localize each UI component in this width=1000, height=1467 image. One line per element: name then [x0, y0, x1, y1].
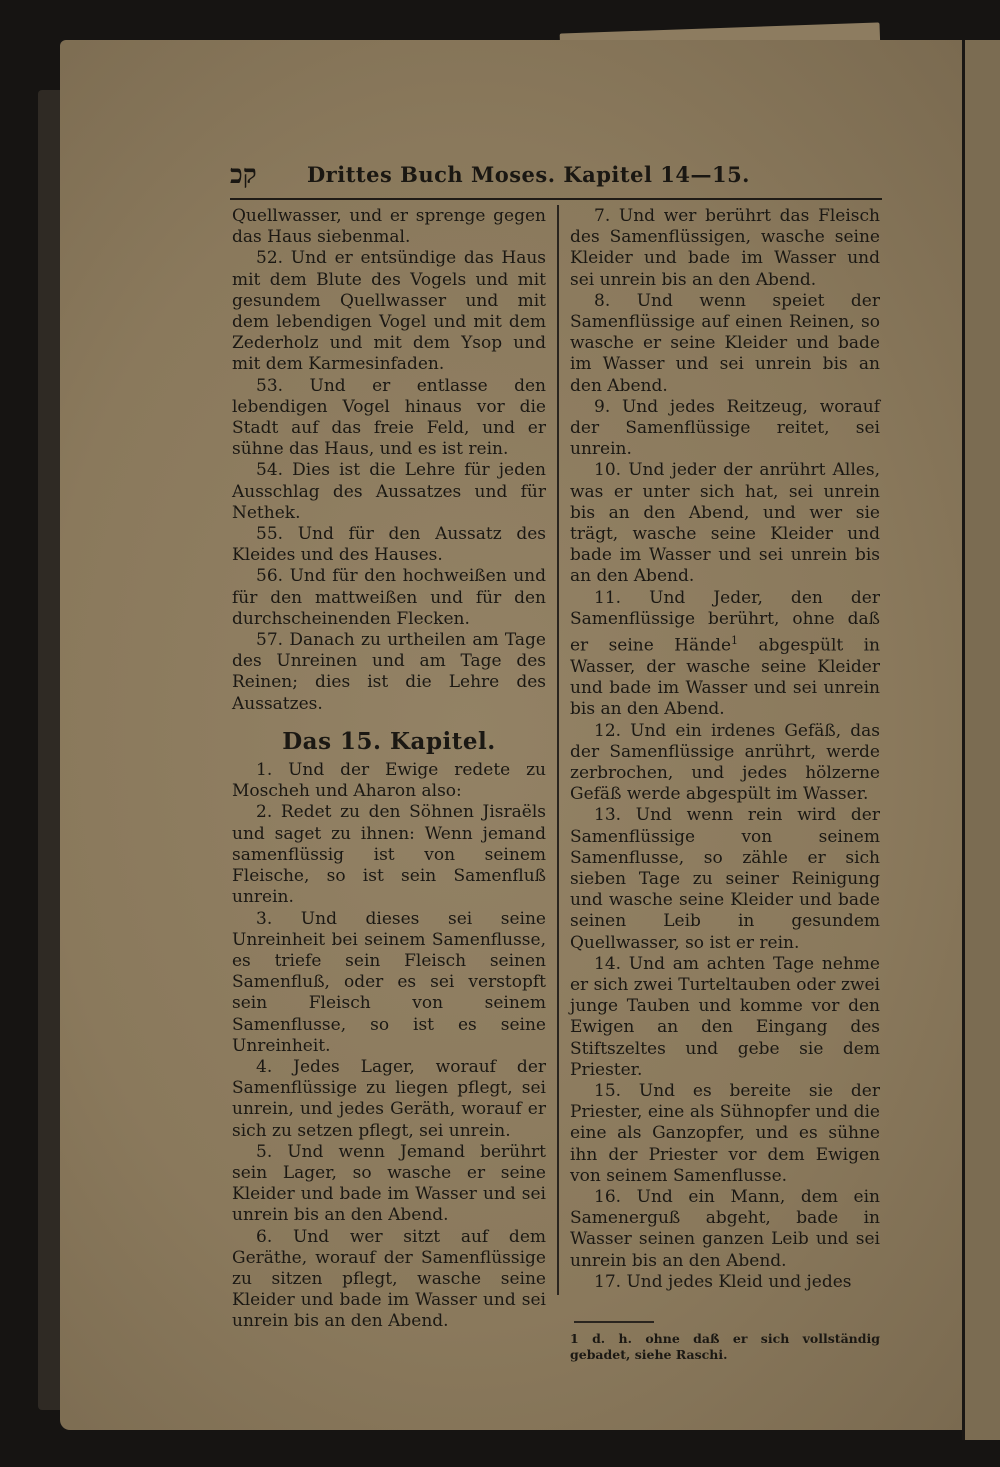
verse-15-8: 8. Und wenn speiet der Samenflüssige auf einen Reinen, so wasche er seine Kleider und bade im Wasser und sei unrein bis an den Abend. — [570, 290, 880, 396]
verse-52: 52. Und er entsündige das Haus mit dem Blute des Vogels und mit gesundem Quellwasser und mit dem lebendigen Vogel und mit dem Zederholz und mit dem Ysop und mit dem Karmesinfaden. — [232, 248, 546, 375]
verse-53: 53. Und er entlasse den lebendigen Vogel hinaus vor die Stadt auf das freie Feld, und er sühne das Haus, und es ist rein. — [232, 375, 546, 460]
verse-57: 57. Danach zu urtheilen am Tage des Unreinen und am Tage des Reinen; dies ist die Lehre des Aussatzes. — [232, 630, 546, 714]
verse-11-text-a: 11. Und Jeder, den der Samenflüssige berührt, ohne daß er seine Hände — [570, 587, 880, 656]
page-header — [230, 160, 890, 200]
verse-15-12: 12. Und ein irdenes Gefäß, das der Samenflüssige anrührt, werde zerbrochen, und jedes hölzerne Gefäß werde abgespült im Wasser. — [570, 720, 880, 805]
header-rule — [230, 198, 882, 200]
verse-55: 55. Und für den Aussatz des Kleides und des Hauses. — [232, 524, 546, 566]
column-divider — [557, 205, 559, 1295]
left-column — [232, 206, 546, 1333]
verse-15-10: 10. Und jeder der anrührt Alles, was er unter sich hat, sei unrein bis an den Abend, und wer sie trägt, wasche seine Kleider und bade im Wasser und sei unrein bis an den Abend. — [570, 460, 880, 587]
chapter-heading: Das 15. Kapitel. — [282, 727, 496, 755]
verse-15-15: 15. Und es bereite sie der Priester, eine als Sühnopfer und die eine als Ganzopfer, und es sühne ihn der Priester vor dem Ewigen von seinem Samenflusse. — [570, 1080, 880, 1186]
verse-15-9: 9. Und jedes Reitzeug, worauf der Samenflüssige reitet, sei unrein. — [570, 396, 880, 460]
verse-56: 56. Und für den hochweißen und für den mattweißen und für den durchscheinenden Flecken. — [232, 566, 546, 629]
facing-page-edge — [962, 40, 1000, 1440]
verse-15-5: 5. Und wenn Jemand berührt sein Lager, so wasche er seine Kleider und bade im Wasser und sei unrein bis an den Abend. — [232, 1141, 546, 1226]
footnote-mark: 1 — [731, 634, 739, 648]
verse-15-17: 17. Und jedes Kleid und jedes — [594, 1271, 852, 1292]
verse-54: 54. Dies ist die Lehre für jeden Ausschlag des Aussatzes und für Nethek. — [232, 460, 546, 523]
footnote-rule — [574, 1321, 654, 1323]
verse-11-text-b: abgespült in Wasser, der wasche seine Kleider und bade im Wasser und sei unrein bis an den Abend. — [570, 635, 880, 720]
footnote: 1 d. h. ohne daß er sich vollständig gebadet, siehe Raschi. — [570, 1330, 880, 1362]
verse-15-16: 16. Und ein Mann, dem ein Samenerguß abgeht, bade in Wasser seinen ganzen Leib und sei unrein bis an den Abend. — [570, 1187, 880, 1271]
verse-15-2: 2. Redet zu den Söhnen Jisraëls und saget zu ihnen: Wenn jemand samenflüssig ist von seinem Fleische, so ist sein Samenfluß unrein. — [232, 802, 546, 908]
verse-15-1: 1. Und der Ewige redete zu Moscheh und Aharon also: — [232, 760, 546, 802]
folio-number: קכ — [230, 160, 257, 190]
verse-15-13: 13. Und wenn rein wird der Samenflüssige von seinem Samenflusse, so zähle er sich sieben Tage zu seiner Reinigung und wasche seine Kleider und bade seinen Leib in gesundem Quellwasser, so ist er rein. — [570, 805, 880, 953]
verse-15-11 — [570, 588, 880, 721]
verse-15-6: 6. Und wer sitzt auf dem Geräthe, worauf der Samenflüssige zu sitzen pflegt, wasche seine Kleider und bade im Wasser und sei unrein bis an den Abend. — [232, 1226, 546, 1332]
verse-15-14: 14. Und am achten Tage nehme er sich zwei Turteltauben oder zwei junge Tauben und komme vor den Ewigen an den Eingang des Stiftszeltes und gebe sie dem Priester. — [570, 953, 880, 1080]
verse-15-4: 4. Jedes Lager, worauf der Samenflüssige zu liegen pflegt, sei unrein, und jedes Geräth, worauf er sich zu setzen pflegt, sei unrein. — [232, 1056, 546, 1141]
verse-continuation: Quellwasser, und er sprenge gegen das Haus siebenmal. — [232, 206, 546, 248]
right-column — [570, 206, 880, 1363]
running-title: Drittes Buch Moses. Kapitel 14—15. — [306, 162, 750, 187]
verse-15-3: 3. Und dieses sei seine Unreinheit bei seinem Samenflusse, es triefe sein Fleisch seinen Samenfluß, oder es sei verstopft sein Fleisch von seinem Samenflusse, so ist es seine Unreinheit. — [232, 908, 546, 1056]
verse-15-7: 7. Und wer berührt das Fleisch des Samenflüssigen, wasche seine Kleider und bade im Wasser und sei unrein bis an den Abend. — [570, 206, 880, 290]
